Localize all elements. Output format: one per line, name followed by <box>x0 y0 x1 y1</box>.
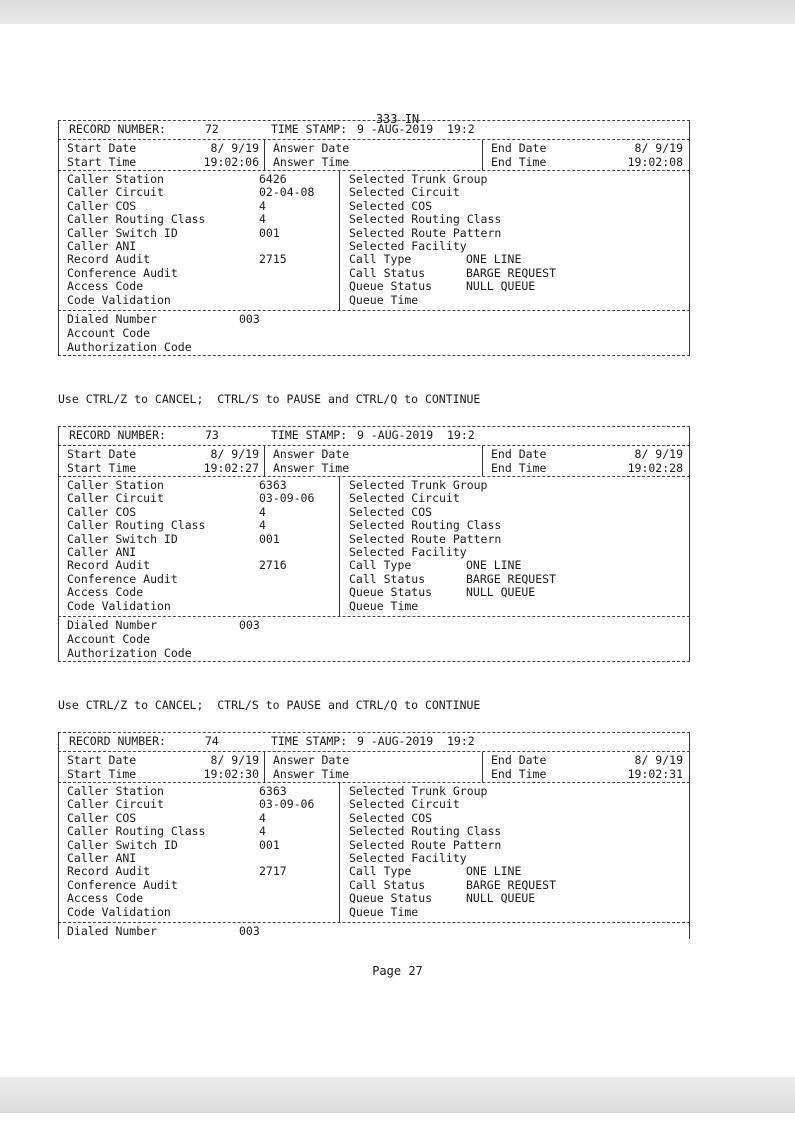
selected-field-label: Queue Time <box>349 904 419 919</box>
start-time-label: Start Time <box>67 155 137 169</box>
caller-field-value: 6363 <box>259 478 287 492</box>
record-number: 72 <box>205 122 219 136</box>
selected-field-label: Selected Route Pattern <box>349 225 502 240</box>
dialed-number-label: Dialed Number <box>67 618 158 632</box>
caller-field-label: Caller Switch ID <box>67 531 178 546</box>
start-time: 19:02:27 <box>203 461 259 475</box>
caller-field-value: 02-04-08 <box>259 185 315 200</box>
caller-field-label: Caller Routing Class <box>67 518 206 533</box>
selected-field-label: Call Type <box>349 864 412 879</box>
caller-field-label: Access Code <box>67 279 144 294</box>
caller-field-value: 4 <box>259 212 266 227</box>
time-stamp: 9 -AUG-2019 19:2 <box>357 122 475 136</box>
call-record <box>58 732 690 939</box>
caller-field-label: Caller Station <box>67 478 164 492</box>
selected-field-label: Selected COS <box>349 504 433 519</box>
answer-time-label: Answer Time <box>273 155 350 169</box>
record-dialed-row <box>58 311 690 355</box>
record-dates-row <box>58 446 690 476</box>
selected-field-label: Call Type <box>349 558 412 573</box>
answer-date-label: Answer Date <box>273 753 350 767</box>
end-date-label: End Date <box>491 447 547 461</box>
record-number-label: RECORD NUMBER: <box>69 122 166 136</box>
caller-field-label: Caller COS <box>67 810 137 825</box>
caller-field-label: Conference Audit <box>67 877 178 892</box>
record-number-label: RECORD NUMBER: <box>69 428 166 442</box>
caller-field-label: Record Audit <box>67 252 151 267</box>
dialed-number: 003 <box>239 924 260 938</box>
end-date: 8/ 9/19 <box>634 447 683 461</box>
record-header-row <box>58 427 690 445</box>
caller-field-value: 001 <box>259 531 280 546</box>
start-date-label: Start Date <box>67 447 137 461</box>
selected-field-value: BARGE REQUEST <box>466 265 557 280</box>
column-divider <box>482 140 483 170</box>
control-keys-notice: Use CTRL/Z to CANCEL; CTRL/S to PAUSE and CTRL/Q to CONTINUE <box>58 698 481 712</box>
selected-field-label: Queue Time <box>349 598 419 613</box>
time-stamp-label: TIME STAMP: <box>271 734 348 748</box>
answer-date-label: Answer Date <box>273 141 350 155</box>
caller-field-label: Code Validation <box>67 598 171 613</box>
record-number: 73 <box>205 428 219 442</box>
account-code-label: Account Code <box>67 632 151 646</box>
authorization-code-label: Authorization Code <box>67 646 192 660</box>
selected-field-label: Queue Time <box>349 292 419 307</box>
record-dates-row <box>58 140 690 170</box>
selected-field-value: BARGE REQUEST <box>466 877 557 892</box>
end-time: 19:02:08 <box>627 155 683 169</box>
start-date-label: Start Date <box>67 141 137 155</box>
caller-field-label: Access Code <box>67 891 144 906</box>
column-divider <box>339 783 340 922</box>
selected-field-label: Queue Status <box>349 891 433 906</box>
selected-field-label: Selected Facility <box>349 545 467 559</box>
end-time-label: End Time <box>491 461 547 475</box>
record-dates-row <box>58 752 690 782</box>
end-time: 19:02:31 <box>627 767 683 781</box>
selected-field-label: Selected Facility <box>349 239 467 253</box>
caller-field-label: Caller ANI <box>67 545 137 559</box>
call-record <box>58 120 690 356</box>
end-date-label: End Date <box>491 141 547 155</box>
account-code-label: Account Code <box>67 326 151 340</box>
caller-field-value: 6363 <box>259 784 287 798</box>
record-header-row <box>58 121 690 139</box>
column-divider <box>339 477 340 616</box>
record-dialed-row <box>58 923 690 939</box>
caller-field-value: 001 <box>259 837 280 852</box>
caller-field-label: Caller Station <box>67 172 164 186</box>
selected-field-label: Selected Route Pattern <box>349 837 502 852</box>
end-time-label: End Time <box>491 155 547 169</box>
column-divider <box>264 752 265 782</box>
dialed-number: 003 <box>239 312 260 326</box>
record-number-label: RECORD NUMBER: <box>69 734 166 748</box>
record-header-row <box>58 733 690 751</box>
caller-field-value: 4 <box>259 504 266 519</box>
report-header: 333 IN <box>375 112 420 126</box>
start-date-label: Start Date <box>67 753 137 767</box>
call-record <box>58 426 690 662</box>
caller-field-label: Conference Audit <box>67 265 178 280</box>
start-date: 8/ 9/19 <box>210 447 259 461</box>
dialed-number-label: Dialed Number <box>67 924 158 938</box>
page-number: Page 27 <box>372 964 423 978</box>
time-stamp-label: TIME STAMP: <box>271 122 348 136</box>
record-number: 74 <box>205 734 219 748</box>
caller-field-label: Caller Switch ID <box>67 225 178 240</box>
caller-field-value: 001 <box>259 225 280 240</box>
start-time: 19:02:30 <box>203 767 259 781</box>
control-keys-notice: Use CTRL/Z to CANCEL; CTRL/S to PAUSE and CTRL/Q to CONTINUE <box>58 392 481 406</box>
selected-field-value: NULL QUEUE <box>466 279 536 294</box>
selected-field-label: Selected Routing Class <box>349 518 502 533</box>
selected-field-label: Selected Routing Class <box>349 212 502 227</box>
caller-field-label: Caller ANI <box>67 851 137 865</box>
end-date-label: End Date <box>491 753 547 767</box>
caller-field-label: Caller ANI <box>67 239 137 253</box>
caller-field-label: Caller Routing Class <box>67 824 206 839</box>
caller-field-value: 4 <box>259 810 266 825</box>
selected-field-label: Selected Routing Class <box>349 824 502 839</box>
start-time-label: Start Time <box>67 767 137 781</box>
record-dialed-row <box>58 617 690 661</box>
end-date: 8/ 9/19 <box>634 753 683 767</box>
record-fields-row <box>58 477 690 616</box>
selected-field-label: Selected Trunk Group <box>349 478 488 492</box>
dialed-number-label: Dialed Number <box>67 312 158 326</box>
caller-field-value: 4 <box>259 518 266 533</box>
caller-field-label: Code Validation <box>67 292 171 307</box>
selected-field-label: Queue Status <box>349 585 433 600</box>
selected-field-value: ONE LINE <box>466 864 522 879</box>
selected-field-label: Selected Trunk Group <box>349 784 488 798</box>
dialed-number: 003 <box>239 618 260 632</box>
selected-field-label: Selected COS <box>349 810 433 825</box>
caller-field-label: Record Audit <box>67 558 151 573</box>
answer-time-label: Answer Time <box>273 461 350 475</box>
column-divider <box>264 140 265 170</box>
scan-top-band <box>0 0 795 24</box>
caller-field-label: Access Code <box>67 585 144 600</box>
caller-field-value: 4 <box>259 824 266 839</box>
selected-field-value: ONE LINE <box>466 558 522 573</box>
selected-field-value: NULL QUEUE <box>466 585 536 600</box>
start-date: 8/ 9/19 <box>210 753 259 767</box>
start-date: 8/ 9/19 <box>210 141 259 155</box>
caller-field-label: Caller Circuit <box>67 491 164 506</box>
dashed-rule <box>58 661 690 662</box>
selected-field-label: Call Status <box>349 265 426 280</box>
caller-field-label: Caller Circuit <box>67 185 164 200</box>
selected-field-value: BARGE REQUEST <box>466 571 557 586</box>
record-fields-row <box>58 783 690 922</box>
selected-field-label: Selected Circuit <box>349 491 460 506</box>
caller-field-value: 2717 <box>259 864 287 879</box>
column-divider <box>264 446 265 476</box>
caller-field-label: Code Validation <box>67 904 171 919</box>
selected-field-label: Selected Circuit <box>349 797 460 812</box>
selected-field-label: Call Status <box>349 571 426 586</box>
caller-field-label: Caller COS <box>67 504 137 519</box>
time-stamp-label: TIME STAMP: <box>271 428 348 442</box>
selected-field-label: Call Type <box>349 252 412 267</box>
answer-time-label: Answer Time <box>273 767 350 781</box>
end-time: 19:02:28 <box>627 461 683 475</box>
caller-field-value: 03-09-06 <box>259 491 315 506</box>
selected-field-label: Selected Circuit <box>349 185 460 200</box>
selected-field-value: NULL QUEUE <box>466 891 536 906</box>
answer-date-label: Answer Date <box>273 447 350 461</box>
caller-field-value: 2715 <box>259 252 287 267</box>
caller-field-value: 03-09-06 <box>259 797 315 812</box>
selected-field-label: Selected COS <box>349 198 433 213</box>
caller-field-label: Caller Circuit <box>67 797 164 812</box>
selected-field-label: Selected Trunk Group <box>349 172 488 186</box>
authorization-code-label: Authorization Code <box>67 340 192 354</box>
scan-bottom-band <box>0 1077 795 1113</box>
time-stamp: 9 -AUG-2019 19:2 <box>357 734 475 748</box>
caller-field-label: Caller Station <box>67 784 164 798</box>
caller-field-label: Conference Audit <box>67 571 178 586</box>
start-time-label: Start Time <box>67 461 137 475</box>
caller-field-label: Caller COS <box>67 198 137 213</box>
caller-field-value: 2716 <box>259 558 287 573</box>
caller-field-value: 6426 <box>259 172 287 186</box>
column-divider <box>482 446 483 476</box>
caller-field-value: 4 <box>259 198 266 213</box>
dashed-rule <box>58 355 690 356</box>
end-date: 8/ 9/19 <box>634 141 683 155</box>
selected-field-label: Selected Facility <box>349 851 467 865</box>
column-divider <box>339 171 340 310</box>
caller-field-label: Caller Routing Class <box>67 212 206 227</box>
caller-field-label: Record Audit <box>67 864 151 879</box>
end-time-label: End Time <box>491 767 547 781</box>
selected-field-label: Queue Status <box>349 279 433 294</box>
selected-field-value: ONE LINE <box>466 252 522 267</box>
record-fields-row <box>58 171 690 310</box>
selected-field-label: Selected Route Pattern <box>349 531 502 546</box>
caller-field-label: Caller Switch ID <box>67 837 178 852</box>
start-time: 19:02:06 <box>203 155 259 169</box>
time-stamp: 9 -AUG-2019 19:2 <box>357 428 475 442</box>
selected-field-label: Call Status <box>349 877 426 892</box>
column-divider <box>482 752 483 782</box>
